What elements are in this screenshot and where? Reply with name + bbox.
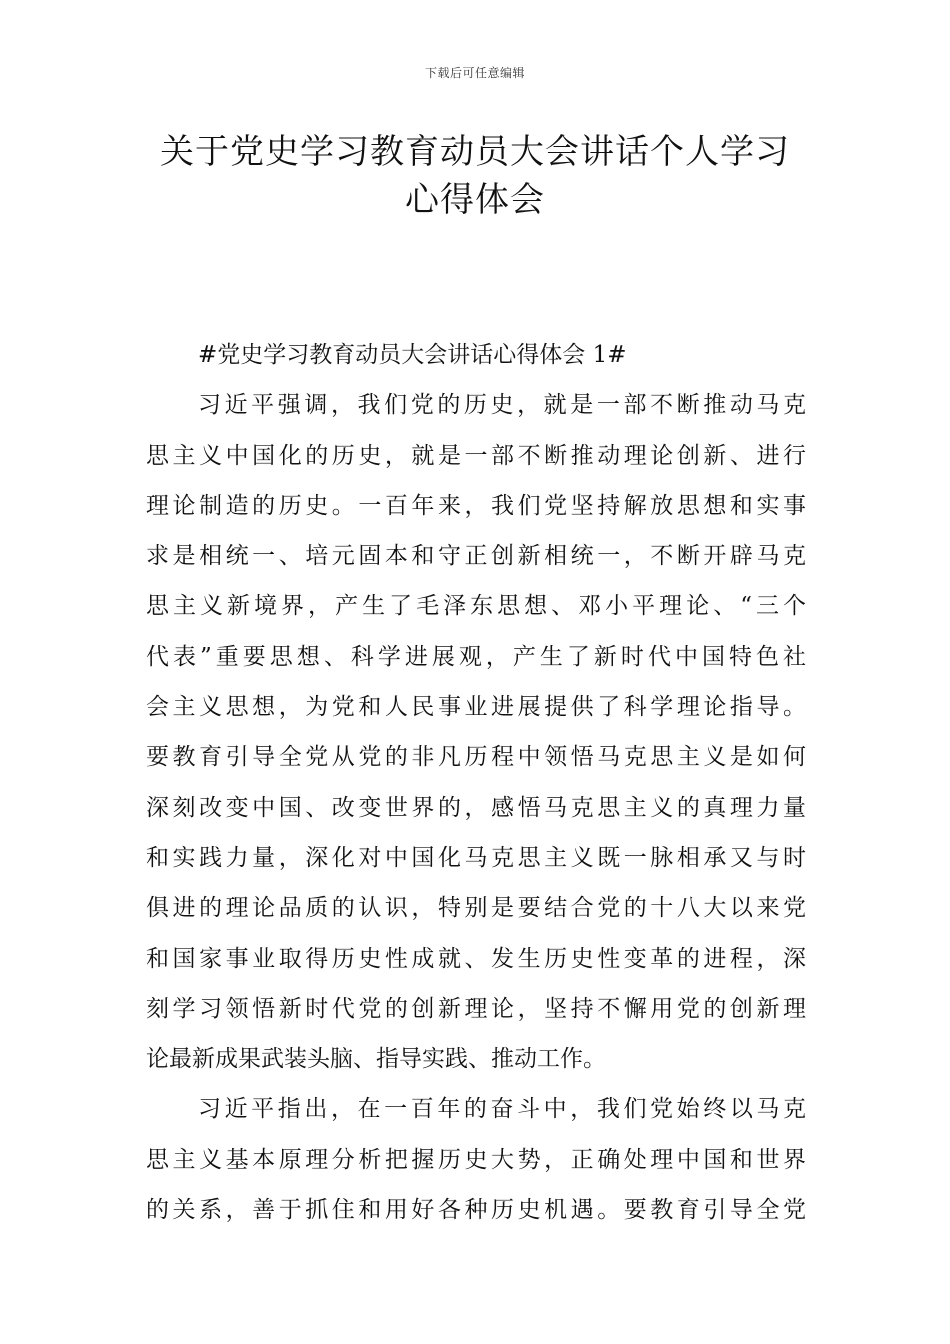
- paragraph-line: 思主义中国化的历史，就是一部不断推动理论创新、进行: [146, 442, 806, 469]
- section-heading: #党史学习教育动员大会讲话心得体会 1#: [198, 342, 627, 368]
- paragraph-line: 代表”重要思想、科学进展观，产生了新时代中国特色社: [146, 643, 806, 670]
- paragraph-line: 会主义思想，为党和人民事业进展提供了科学理论指导。: [146, 694, 806, 721]
- paragraph-line: 刻学习领悟新时代党的创新理论，坚持不懈用党的创新理: [146, 995, 806, 1022]
- paragraph-line: 的关系，善于抓住和用好各种历史机遇。要教育引导全党: [146, 1197, 806, 1224]
- paragraph-line: 俱进的理论品质的认识，特别是要结合党的十八大以来党: [146, 895, 806, 922]
- paragraph-line: 思主义基本原理分析把握历史大势，正确处理中国和世界: [146, 1146, 806, 1173]
- paragraph-line: 要教育引导全党从党的非凡历程中领悟马克思主义是如何: [146, 744, 806, 771]
- document-title: [140, 128, 810, 224]
- paragraph-line: 和国家事业取得历史性成就、发生历史性变革的进程，深: [146, 945, 806, 972]
- paragraph-line: 深刻改变中国、改变世界的，感悟马克思主义的真理力量: [146, 794, 806, 821]
- header-note: 下载后可任意编辑: [424, 66, 525, 80]
- paragraph-line: 理论制造的历史。一百年来，我们党坚持解放思想和实事: [146, 492, 806, 519]
- paragraph-line: 论最新成果武装头脑、指导实践、推动工作。: [146, 1046, 606, 1073]
- paragraph-2: [146, 1084, 806, 1235]
- paragraph-line: 思主义新境界，产生了毛泽东思想、邓小平理论、“三个: [146, 593, 806, 620]
- title-line-2: 心得体会: [405, 180, 545, 220]
- paragraph-line: 求是相统一、培元固本和守正创新相统一，不断开辟马克: [146, 543, 806, 570]
- document-body: [146, 330, 806, 1235]
- paragraph-line: 习近平强调，我们党的历史，就是一部不断推动马克: [198, 392, 806, 419]
- title-line-1: 关于党史学习教育动员大会讲话个人学习: [160, 132, 790, 172]
- paragraph-line: 和实践力量，深化对中国化马克思主义既一脉相承又与时: [146, 844, 806, 871]
- paragraph-1: [146, 380, 806, 1084]
- paragraph-line: 习近平指出，在一百年的奋斗中，我们党始终以马克: [198, 1096, 806, 1123]
